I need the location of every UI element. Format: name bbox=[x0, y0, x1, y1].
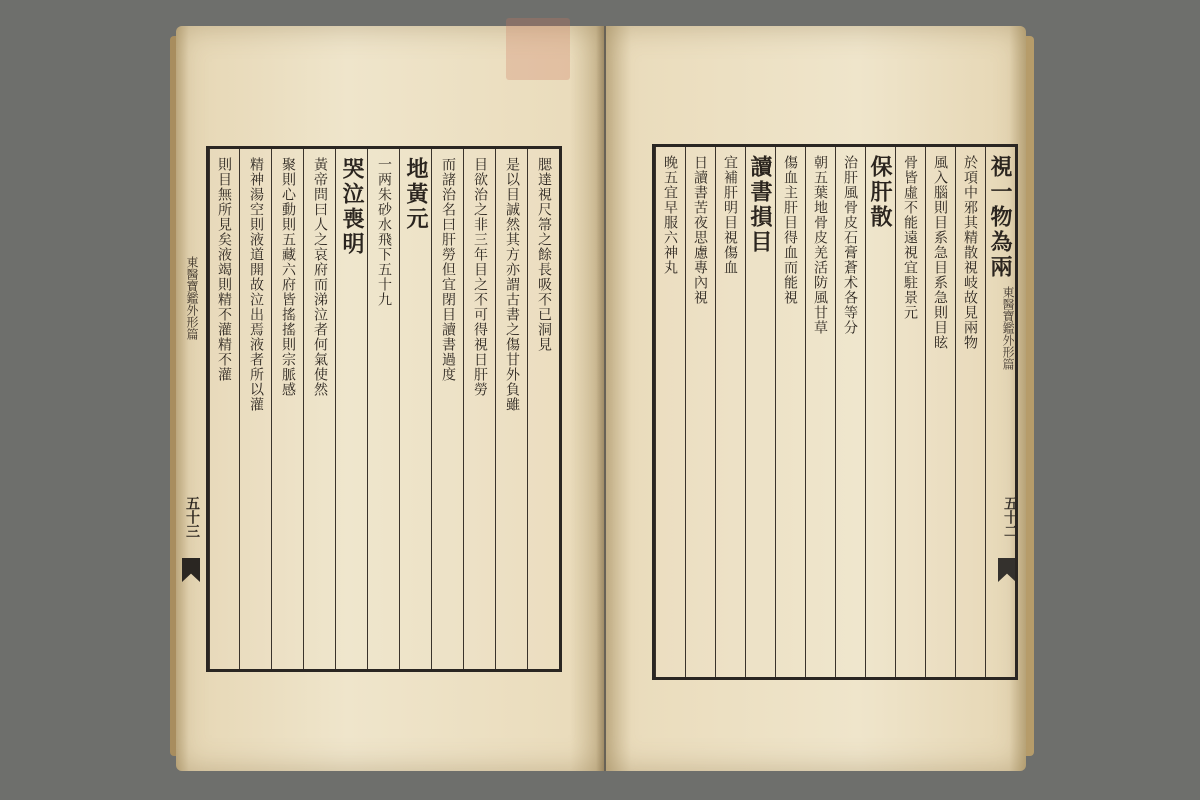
open-book bbox=[176, 26, 1034, 778]
text-column: 風入腦則目系急目系急則目眩 bbox=[925, 147, 955, 677]
text-column: 於項中邪其精散視岐故見兩物 bbox=[955, 147, 985, 677]
text-column: 精神湯空則液道開故泣出焉液者所以灌 bbox=[239, 149, 271, 669]
text-column: 是以目誠然其方亦謂古書之傷甘外負雖 bbox=[495, 149, 527, 669]
text-column: 則目無所見矣液竭則精不灌精不灌 bbox=[209, 149, 239, 669]
fishtail-mark-left bbox=[182, 558, 200, 582]
prescription-heading: 地黃元 bbox=[399, 149, 431, 669]
right-margin-title: 東醫寶鑑外形篇 bbox=[1001, 286, 1015, 370]
text-column: 朝五葉地骨皮羌活防風甘草 bbox=[805, 147, 835, 677]
text-column: 日讀書苦夜思慮專內視 bbox=[685, 147, 715, 677]
left-text-frame bbox=[206, 146, 562, 672]
text-column: 骨皆虛不能遠視宜駐景元 bbox=[895, 147, 925, 677]
section-heading: 讀書損目 bbox=[745, 147, 775, 677]
text-column: 目欲治之非三年目之不可得視日肝勞 bbox=[463, 149, 495, 669]
text-column: 治肝風骨皮石膏蒼术各等分 bbox=[835, 147, 865, 677]
section-heading: 視一物為兩 bbox=[985, 147, 1015, 677]
text-column: 一两朱砂水飛下五十九 bbox=[367, 149, 399, 669]
prescription-heading: 保肝散 bbox=[865, 147, 895, 677]
left-page bbox=[176, 26, 604, 771]
text-column: 宜補肝明目視傷血 bbox=[715, 147, 745, 677]
right-text-frame bbox=[652, 144, 1018, 680]
left-margin-title: 東醫寶鑑外形篇 bbox=[185, 256, 199, 340]
text-column: 聚則心動則五藏六府皆搖搖則宗脈感 bbox=[271, 149, 303, 669]
text-column: 黃帝問曰人之哀府而涕泣者何氣使然 bbox=[303, 149, 335, 669]
left-page-number: 五十三 bbox=[184, 496, 200, 538]
right-page-number: 五十二 bbox=[1002, 496, 1018, 538]
text-column: 腮達視尺箒之餘長吸不已洞見 bbox=[527, 149, 559, 669]
section-heading: 哭泣喪明 bbox=[335, 149, 367, 669]
text-column: 晚五宜早服六神丸 bbox=[655, 147, 685, 677]
text-column: 傷血主肝目得血而能視 bbox=[775, 147, 805, 677]
library-seal-stamp bbox=[506, 18, 570, 80]
text-column: 而諸治名曰肝勞但宜閉目讀書過度 bbox=[431, 149, 463, 669]
